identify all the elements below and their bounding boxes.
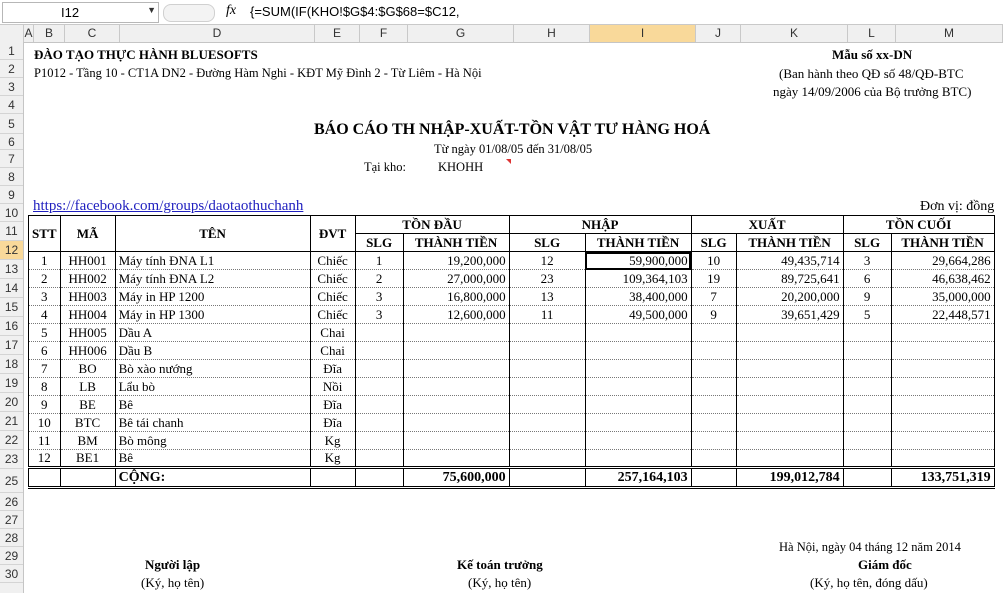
table-cell[interactable]: 12	[509, 252, 585, 270]
table-cell[interactable]	[843, 396, 891, 414]
table-cell[interactable]	[585, 414, 691, 432]
table-cell[interactable]: Đĩa	[310, 360, 355, 378]
table-cell[interactable]: 10	[29, 414, 61, 432]
table-cell[interactable]: HH002	[60, 270, 115, 288]
row-header[interactable]: 19	[0, 374, 23, 393]
table-cell[interactable]	[691, 414, 736, 432]
table-cell[interactable]: Kg	[310, 432, 355, 450]
table-cell[interactable]	[403, 414, 509, 432]
active-cell[interactable]: 59,900,000	[585, 252, 691, 270]
row-header[interactable]: 5	[0, 114, 23, 134]
table-row	[29, 342, 995, 360]
column-header[interactable]: D	[120, 25, 315, 42]
total-export[interactable]: 199,012,784	[736, 468, 843, 488]
row-header[interactable]: 29	[0, 547, 23, 565]
table-cell[interactable]: Máy tính ĐNA L1	[115, 252, 310, 270]
table-cell[interactable]: Bê	[115, 396, 310, 414]
header-stt[interactable]: STT	[29, 216, 61, 252]
row-header[interactable]: 15	[0, 298, 23, 317]
header-amount[interactable]: THÀNH TIỀN	[891, 234, 994, 252]
table-cell[interactable]: 16,800,000	[403, 288, 509, 306]
table-cell[interactable]	[736, 324, 843, 342]
table-cell[interactable]	[736, 342, 843, 360]
column-header-bar	[0, 25, 1003, 43]
company-address: P1012 - Tầng 10 - CT1A DN2 - Đường Hàm Nghi - KĐT Mỹ Đình 2 - Từ Liêm - Hà Nội	[34, 66, 482, 80]
table-cell[interactable]: Bê tái chanh	[115, 414, 310, 432]
table-cell[interactable]	[843, 468, 891, 488]
table-cell[interactable]: 6	[29, 342, 61, 360]
row-header[interactable]: 30	[0, 565, 23, 583]
table-cell[interactable]	[403, 378, 509, 396]
table-cell[interactable]: 9	[843, 288, 891, 306]
table-cell[interactable]	[691, 324, 736, 342]
table-cell[interactable]	[585, 324, 691, 342]
table-cell[interactable]: 12	[29, 450, 61, 468]
formula-input[interactable]: {=SUM(IF(KHO!$G$4:$G$68=$C12,	[250, 4, 460, 19]
table-cell[interactable]	[843, 450, 891, 468]
company-name: ĐÀO TẠO THỰC HÀNH BLUESOFTS	[34, 47, 258, 62]
table-cell[interactable]	[736, 450, 843, 468]
header-qty[interactable]: SLG	[843, 234, 891, 252]
table-cell[interactable]	[403, 324, 509, 342]
table-cell[interactable]: BTC	[60, 414, 115, 432]
table-cell[interactable]: Đĩa	[310, 396, 355, 414]
table-cell[interactable]: 109,364,103	[585, 270, 691, 288]
warehouse-label: Tại kho:	[364, 160, 407, 174]
table-cell[interactable]: 2	[355, 270, 403, 288]
header-opening[interactable]: TỒN ĐẦU	[355, 216, 509, 234]
table-cell[interactable]: 27,000,000	[403, 270, 509, 288]
table-cell[interactable]: 3	[355, 288, 403, 306]
table-cell[interactable]: Chiếc	[310, 288, 355, 306]
facebook-link[interactable]: https://facebook.com/groups/daotaothuchanh	[33, 198, 304, 214]
table-cell[interactable]: 13	[509, 288, 585, 306]
header-amount[interactable]: THÀNH TIỀN	[736, 234, 843, 252]
director-sign: (Ký, họ tên, đóng dấu)	[810, 575, 928, 590]
table-cell[interactable]: 7	[691, 288, 736, 306]
table-row	[29, 450, 995, 468]
table-cell[interactable]: 9	[29, 396, 61, 414]
table-row	[29, 306, 995, 324]
table-row	[29, 414, 995, 432]
comment-indicator-icon[interactable]	[506, 159, 511, 164]
form-number: Mẫu số xx-DN	[832, 47, 913, 62]
table-cell[interactable]: HH005	[60, 324, 115, 342]
formula-bar	[0, 0, 1003, 25]
row-header-bar	[0, 42, 24, 593]
cell-reference: I12	[61, 5, 80, 20]
row-header[interactable]: 6	[0, 134, 23, 150]
table-cell[interactable]	[310, 468, 355, 488]
table-cell[interactable]: Dầu A	[115, 324, 310, 342]
header-amount[interactable]: THÀNH TIỀN	[403, 234, 509, 252]
table-cell[interactable]	[585, 432, 691, 450]
table-cell[interactable]: Chiếc	[310, 252, 355, 270]
table-row	[29, 396, 995, 414]
table-cell[interactable]: Chiếc	[310, 306, 355, 324]
table-cell[interactable]	[585, 342, 691, 360]
column-header[interactable]: F	[360, 25, 408, 42]
column-header[interactable]: C	[65, 25, 120, 42]
table-cell[interactable]: Máy tính ĐNA L2	[115, 270, 310, 288]
row-header[interactable]: 17	[0, 336, 23, 355]
header-amount[interactable]: THÀNH TIỀN	[585, 234, 691, 252]
table-cell[interactable]: Chai	[310, 324, 355, 342]
column-header[interactable]: E	[315, 25, 360, 42]
preparer-sign: (Ký, họ tên)	[141, 575, 205, 590]
table-cell[interactable]	[691, 378, 736, 396]
table-cell[interactable]: HH006	[60, 342, 115, 360]
column-header[interactable]: M	[896, 25, 1003, 42]
table-cell[interactable]	[843, 324, 891, 342]
table-cell[interactable]	[843, 360, 891, 378]
row-header[interactable]: 1	[0, 42, 23, 60]
row-header[interactable]: 25	[0, 469, 23, 493]
table-cell[interactable]	[403, 342, 509, 360]
column-header[interactable]: G	[408, 25, 514, 42]
report-date: Hà Nội, ngày 04 tháng 12 năm 2014	[779, 540, 961, 554]
table-cell[interactable]	[509, 468, 585, 488]
inventory-table	[28, 215, 995, 489]
table-cell[interactable]: BE	[60, 396, 115, 414]
table-cell[interactable]	[355, 342, 403, 360]
table-cell[interactable]	[355, 324, 403, 342]
table-cell[interactable]: 89,725,641	[736, 270, 843, 288]
column-header[interactable]: B	[34, 25, 65, 42]
preparer-title: Người lập	[145, 557, 201, 572]
row-header[interactable]: 21	[0, 412, 23, 431]
table-cell[interactable]: 11	[509, 306, 585, 324]
table-cell[interactable]	[355, 378, 403, 396]
total-row	[29, 468, 995, 488]
table-cell[interactable]: Chai	[310, 342, 355, 360]
row-header[interactable]: 14	[0, 279, 23, 298]
accountant-title: Kế toán trưởng	[457, 557, 543, 572]
table-cell[interactable]: 6	[843, 270, 891, 288]
table-cell[interactable]	[585, 360, 691, 378]
table-cell[interactable]	[355, 432, 403, 450]
row-header[interactable]: 27	[0, 511, 23, 529]
column-header[interactable]: K	[741, 25, 848, 42]
table-cell[interactable]: 8	[29, 378, 61, 396]
table-cell[interactable]	[691, 342, 736, 360]
table-row	[29, 432, 995, 450]
row-header[interactable]: 3	[0, 78, 23, 96]
table-row	[29, 324, 995, 342]
table-cell[interactable]	[843, 342, 891, 360]
table-cell[interactable]: 5	[29, 324, 61, 342]
table-cell[interactable]: HH004	[60, 306, 115, 324]
table-cell[interactable]	[736, 360, 843, 378]
table-cell[interactable]: BM	[60, 432, 115, 450]
table-cell[interactable]: 49,435,714	[736, 252, 843, 270]
table-cell[interactable]	[403, 432, 509, 450]
table-cell[interactable]: 3	[29, 288, 61, 306]
header-closing[interactable]: TỒN CUỐI	[843, 216, 994, 234]
table-cell[interactable]: 46,638,462	[891, 270, 994, 288]
table-cell[interactable]	[403, 360, 509, 378]
table-cell[interactable]: HH003	[60, 288, 115, 306]
column-header[interactable]: J	[696, 25, 741, 42]
table-cell[interactable]	[60, 468, 115, 488]
row-header[interactable]: 13	[0, 260, 23, 279]
row-header[interactable]: 18	[0, 355, 23, 374]
header-qty[interactable]: SLG	[509, 234, 585, 252]
row-header[interactable]: 26	[0, 493, 23, 511]
table-cell[interactable]: Máy in HP 1200	[115, 288, 310, 306]
header-name[interactable]: TÊN	[115, 216, 310, 252]
table-cell[interactable]: Lẩu bò	[115, 378, 310, 396]
table-cell[interactable]	[843, 414, 891, 432]
total-label[interactable]: CỘNG:	[115, 468, 310, 488]
table-cell[interactable]: 22,448,571	[891, 306, 994, 324]
table-cell[interactable]: 19,200,000	[403, 252, 509, 270]
table-cell[interactable]	[355, 360, 403, 378]
table-cell[interactable]	[509, 342, 585, 360]
row-header[interactable]: 10	[0, 204, 23, 222]
table-row	[29, 270, 995, 288]
header-code[interactable]: MÃ	[60, 216, 115, 252]
table-cell[interactable]	[736, 432, 843, 450]
table-cell[interactable]: 35,000,000	[891, 288, 994, 306]
table-cell[interactable]	[891, 432, 994, 450]
table-cell[interactable]: 49,500,000	[585, 306, 691, 324]
form-decision: (Ban hành theo QĐ số 48/QĐ-BTC	[779, 66, 964, 81]
table-cell[interactable]	[843, 378, 891, 396]
table-cell[interactable]	[843, 432, 891, 450]
table-cell[interactable]: 3	[843, 252, 891, 270]
table-cell[interactable]: 1	[29, 252, 61, 270]
select-all-corner[interactable]	[0, 25, 24, 42]
table-cell[interactable]	[509, 378, 585, 396]
table-cell[interactable]	[891, 378, 994, 396]
table-cell[interactable]	[891, 342, 994, 360]
table-cell[interactable]: Máy in HP 1300	[115, 306, 310, 324]
table-row	[29, 378, 995, 396]
table-cell[interactable]	[691, 396, 736, 414]
header-qty[interactable]: SLG	[691, 234, 736, 252]
table-row	[29, 360, 995, 378]
table-cell[interactable]	[355, 414, 403, 432]
row-header[interactable]: 22	[0, 431, 23, 450]
table-cell[interactable]: Dầu B	[115, 342, 310, 360]
table-cell[interactable]: 11	[29, 432, 61, 450]
table-cell[interactable]: 2	[29, 270, 61, 288]
table-cell[interactable]	[891, 396, 994, 414]
column-header[interactable]: H	[514, 25, 590, 42]
total-import[interactable]: 257,164,103	[585, 468, 691, 488]
table-row	[29, 288, 995, 306]
table-cell[interactable]	[509, 450, 585, 468]
table-cell[interactable]: Bò xào nướng	[115, 360, 310, 378]
row-header[interactable]: 7	[0, 150, 23, 168]
table-cell[interactable]	[403, 396, 509, 414]
table-cell[interactable]: BE1	[60, 450, 115, 468]
table-cell[interactable]	[509, 414, 585, 432]
table-cell[interactable]	[736, 414, 843, 432]
table-cell[interactable]: Chiếc	[310, 270, 355, 288]
row-header[interactable]: 9	[0, 186, 23, 204]
table-cell[interactable]	[29, 468, 61, 488]
table-row	[29, 252, 995, 270]
formula-bar-handle[interactable]	[163, 4, 215, 22]
currency-unit: Đơn vị: đồng	[920, 199, 995, 214]
table-cell[interactable]	[585, 396, 691, 414]
column-header[interactable]: I	[590, 25, 696, 42]
function-icon[interactable]: fx	[226, 3, 237, 18]
table-cell[interactable]: Bò mông	[115, 432, 310, 450]
table-cell[interactable]: Đĩa	[310, 414, 355, 432]
table-cell[interactable]	[403, 450, 509, 468]
table-body	[29, 252, 995, 468]
report-title: BÁO CÁO TH NHẬP-XUẤT-TỒN VẬT TƯ HÀNG HOÁ	[314, 121, 711, 138]
accountant-sign: (Ký, họ tên)	[468, 575, 532, 590]
worksheet[interactable]	[24, 43, 1003, 593]
table-cell[interactable]: 20,200,000	[736, 288, 843, 306]
table-cell[interactable]	[691, 360, 736, 378]
table-cell[interactable]	[585, 450, 691, 468]
table-cell[interactable]	[509, 396, 585, 414]
table-cell[interactable]	[355, 468, 403, 488]
table-cell[interactable]	[509, 360, 585, 378]
chevron-down-icon[interactable]: ▼	[147, 5, 156, 15]
total-opening[interactable]: 75,600,000	[403, 468, 509, 488]
table-cell[interactable]	[891, 360, 994, 378]
table-cell[interactable]: HH001	[60, 252, 115, 270]
table-cell[interactable]: 5	[843, 306, 891, 324]
table-cell[interactable]: 4	[29, 306, 61, 324]
table-cell[interactable]: 10	[691, 252, 736, 270]
form-date: ngày 14/09/2006 của Bộ trưởng BTC)	[773, 84, 972, 99]
header-import[interactable]: NHẬP	[509, 216, 691, 234]
table-cell[interactable]	[585, 378, 691, 396]
table-cell[interactable]: 38,400,000	[585, 288, 691, 306]
table-cell[interactable]	[691, 450, 736, 468]
table-cell[interactable]	[891, 450, 994, 468]
row-header[interactable]: 28	[0, 529, 23, 547]
total-closing[interactable]: 133,751,319	[891, 468, 994, 488]
table-cell[interactable]: 9	[691, 306, 736, 324]
header-qty[interactable]: SLG	[355, 234, 403, 252]
table-cell[interactable]: Bê	[115, 450, 310, 468]
table-cell[interactable]: 7	[29, 360, 61, 378]
table-cell[interactable]: 39,651,429	[736, 306, 843, 324]
table-cell[interactable]: 12,600,000	[403, 306, 509, 324]
row-header[interactable]: 20	[0, 393, 23, 412]
table-cell[interactable]: 29,664,286	[891, 252, 994, 270]
table-cell[interactable]: 19	[691, 270, 736, 288]
warehouse-value: KHOHH	[438, 160, 484, 174]
table-cell[interactable]: BO	[60, 360, 115, 378]
report-period: Từ ngày 01/08/05 đến 31/08/05	[434, 142, 593, 156]
table-cell[interactable]	[509, 324, 585, 342]
column-header[interactable]: L	[848, 25, 896, 42]
row-header[interactable]: 4	[0, 96, 23, 114]
row-header[interactable]: 11	[0, 222, 23, 241]
table-cell[interactable]: Nồi	[310, 378, 355, 396]
table-cell[interactable]: 23	[509, 270, 585, 288]
row-header[interactable]: 2	[0, 60, 23, 78]
row-header[interactable]: 8	[0, 168, 23, 186]
table-cell[interactable]: 3	[355, 306, 403, 324]
director-title: Giám đốc	[858, 557, 912, 572]
table-cell[interactable]	[736, 378, 843, 396]
table-cell[interactable]	[736, 396, 843, 414]
table-cell[interactable]	[509, 432, 585, 450]
column-header[interactable]: A	[24, 26, 33, 40]
table-cell[interactable]	[355, 396, 403, 414]
table-cell[interactable]	[691, 468, 736, 488]
table-cell[interactable]: 1	[355, 252, 403, 270]
table-cell[interactable]	[691, 432, 736, 450]
table-cell[interactable]: Kg	[310, 450, 355, 468]
header-export[interactable]: XUẤT	[691, 216, 843, 234]
table-cell[interactable]	[891, 414, 994, 432]
table-cell[interactable]	[891, 324, 994, 342]
row-header[interactable]: 23	[0, 450, 23, 469]
row-header[interactable]: 16	[0, 317, 23, 336]
table-cell[interactable]: LB	[60, 378, 115, 396]
row-header[interactable]: 12	[0, 241, 23, 260]
name-box[interactable]	[2, 2, 159, 23]
table-cell[interactable]	[355, 450, 403, 468]
header-unit[interactable]: ĐVT	[310, 216, 355, 252]
